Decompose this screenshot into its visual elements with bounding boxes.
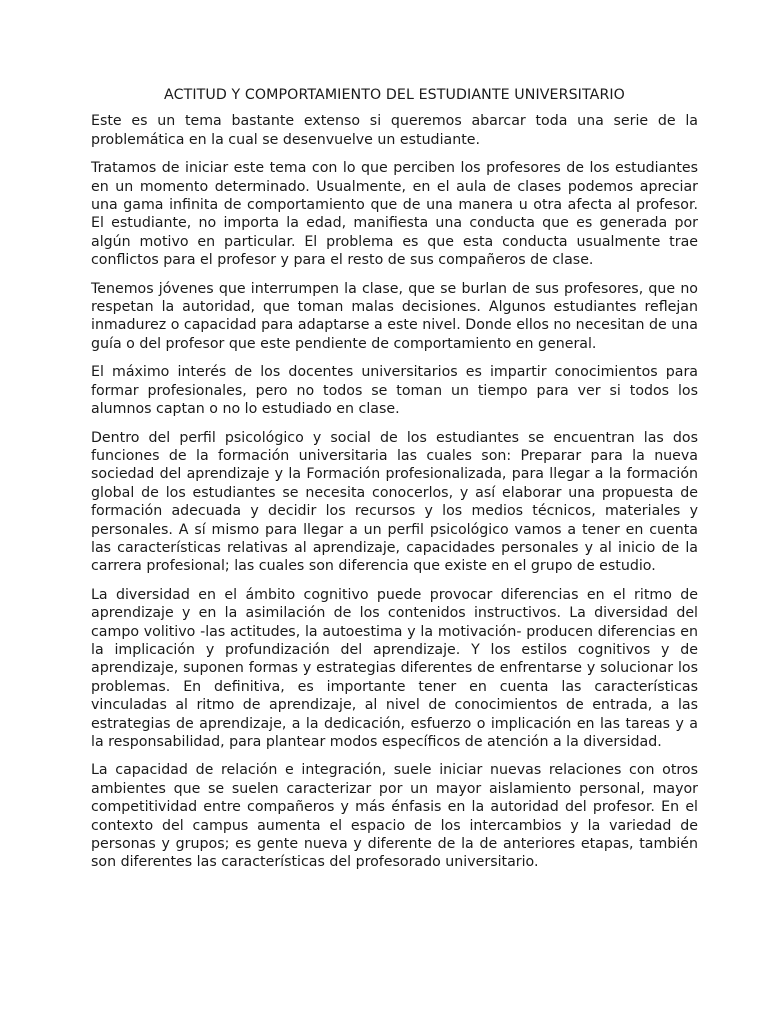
paragraph-teacher-perception: Tratamos de iniciar este tema con lo que perciben los profesores de los estudiantes en un momento determinado. Usualmente, en el aula de clases podemos apreciar una gama infinita de comportamiento que de una manera u otra afecta al profesor. El estudiante, no importa la edad, manifiesta una conducta que es generada por algún motivo en particular. El problema es que esta conducta usualmente trae conflictos para el profesor y para el resto de sus compañeros de clase. <box>91 160 698 269</box>
document-title: ACTITUD Y COMPORTAMIENTO DEL ESTUDIANTE UNIVERSITARIO <box>164 87 625 103</box>
paragraph-student-behavior: Tenemos jóvenes que interrumpen la clase, que se burlan de sus profesores, que no respetan la autoridad, que toman malas decisiones. Algunos estudiantes reflejan inmadurez o capacidad para adaptarse a este nivel. Donde ellos no necesitan de una guía o del profesor que este pendiente de comportamiento en general. <box>91 280 698 352</box>
paragraph-intro: Este es un tema bastante extenso si queremos abarcar toda una serie de la problemática en la cual se desenvuelve un estudiante. <box>91 113 698 148</box>
paragraph-relation-integration: La capacidad de relación e integración, suele iniciar nuevas relaciones con otros ambientes que se suelen caracterizar por un mayor aislamiento personal, mayor competitividad entre compañeros y más énfasis en la autoridad del profesor. En el contexto del campus aumenta el espacio de los intercambios y la variedad de personas y grupos; es gente nueva y diferente de la de anteriores etapas, también son diferentes las características del profesorado universitario. <box>91 762 698 871</box>
paragraph-teacher-interest: El máximo interés de los docentes universitarios es impartir conocimientos para formar profesionales, pero no todos se toman un tiempo para ver si todos los alumnos captan o no lo estudiado en clase. <box>91 364 698 418</box>
paragraph-cognitive-diversity: La diversidad en el ámbito cognitivo puede provocar diferencias en el ritmo de aprendizaje y en la asimilación de los contenidos instructivos. La diversidad del campo volitivo -las actitudes, la autoestima y la motivación- producen diferencias en la implicación y profundización del aprendizaje. Y los estilos cognitivos y de aprendizaje, suponen formas y estrategias diferentes de enfrentarse y solucionar los problemas. En definitiva, es importante tener en cuenta las características vinculadas al ritmo de aprendizaje, al nivel de conocimientos de entrada, a las estrategias de aprendizaje, a la dedicación, esfuerzo o implicación en las tareas y a la responsabilidad, para plantear modos específicos de atención a la diversidad. <box>91 586 698 750</box>
paragraph-psychological-profile: Dentro del perfil psicológico y social de los estudiantes se encuentran las dos funciones de la formación universitaria las cuales son: Preparar para la nueva sociedad del aprendizaje y la Formación profesionalizada, para llegar a la formación global de los estudiantes se necesita conocerlos, y así elaborar una propuesta de formación adecuada y decidir los recursos y los medios técnicos, materiales y personales. A sí mismo para llegar a un perfil psicológico vamos a tener en cuenta las características relativas al aprendizaje, capacidades personales y al inicio de la carrera profesional; las cuales son diferencia que existe en el grupo de estudio. <box>91 429 698 575</box>
document-body <box>91 86 698 882</box>
